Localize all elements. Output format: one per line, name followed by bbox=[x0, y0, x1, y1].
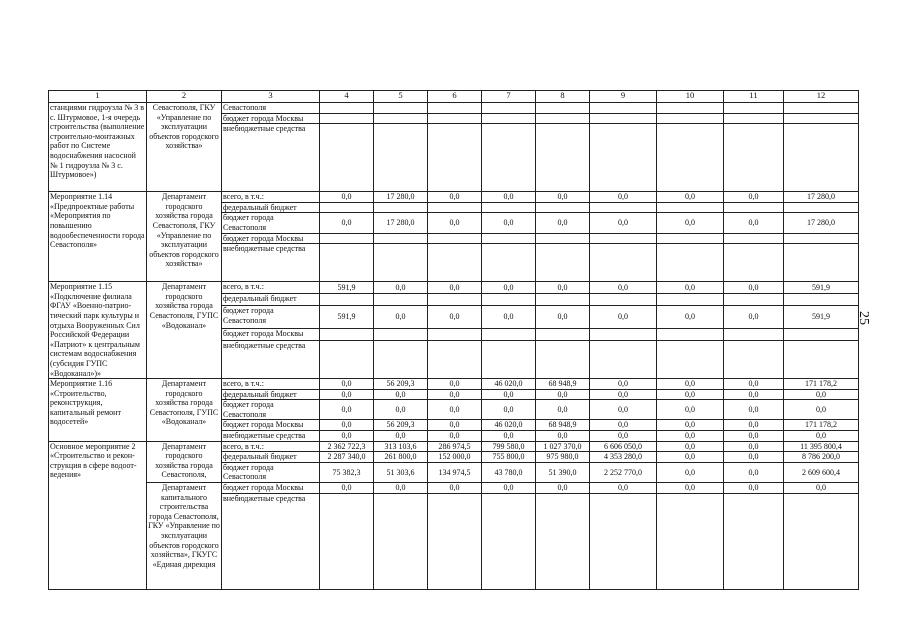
funding-source: внебюджетные средства bbox=[222, 493, 320, 589]
value-cell: 6 606 050,0 bbox=[590, 441, 657, 452]
value-cell: 0,0 bbox=[724, 431, 784, 442]
value-cell: 0,0 bbox=[482, 213, 536, 233]
value-cell: 171 178,2 bbox=[784, 379, 859, 390]
value-cell: 0,0 bbox=[428, 389, 482, 400]
value-cell: 0,0 bbox=[657, 192, 724, 203]
value-cell: 51 390,0 bbox=[536, 462, 590, 482]
value-cell: 0,0 bbox=[320, 400, 374, 420]
value-cell: 0,0 bbox=[590, 400, 657, 420]
value-cell: 56 209,3 bbox=[374, 420, 428, 431]
value-cell: 0,0 bbox=[590, 379, 657, 390]
value-cell: 0,0 bbox=[428, 213, 482, 233]
col-header: 8 bbox=[536, 91, 590, 103]
value-cell: 0,0 bbox=[428, 379, 482, 390]
value-cell: 134 974,5 bbox=[428, 462, 482, 482]
value-cell: 17 280,0 bbox=[374, 192, 428, 203]
budget-table bbox=[48, 90, 859, 590]
value-cell: 0,0 bbox=[536, 213, 590, 233]
funding-source: федеральный бюджет bbox=[222, 452, 320, 463]
value-cell: 0,0 bbox=[536, 483, 590, 494]
funding-source: бюджет города Москвы bbox=[222, 113, 320, 124]
value-cell: 0,0 bbox=[536, 306, 590, 329]
value-cell: 799 580,0 bbox=[482, 441, 536, 452]
funding-source: федеральный бюджет bbox=[222, 202, 320, 213]
value-cell: 0,0 bbox=[724, 400, 784, 420]
value-cell: 68 948,9 bbox=[536, 420, 590, 431]
value-cell: 0,0 bbox=[320, 379, 374, 390]
value-cell: 0,0 bbox=[724, 452, 784, 463]
value-cell: 0,0 bbox=[482, 192, 536, 203]
value-cell: 286 974,5 bbox=[428, 441, 482, 452]
col-header: 3 bbox=[222, 91, 320, 103]
funding-source: бюджет города Севастополя bbox=[222, 462, 320, 482]
value-cell: 0,0 bbox=[657, 389, 724, 400]
value-cell: 313 103,6 bbox=[374, 441, 428, 452]
value-cell: 0,0 bbox=[482, 400, 536, 420]
value-cell: 591,9 bbox=[320, 306, 374, 329]
value-cell: 0,0 bbox=[590, 389, 657, 400]
value-cell: 0,0 bbox=[724, 420, 784, 431]
funding-source: бюджет города Москвы bbox=[222, 483, 320, 494]
funding-source: Севастополя bbox=[222, 103, 320, 114]
value-cell: 0,0 bbox=[590, 420, 657, 431]
value-cell: 11 395 800,4 bbox=[784, 441, 859, 452]
value-cell: 0,0 bbox=[724, 213, 784, 233]
value-cell: 0,0 bbox=[657, 400, 724, 420]
value-cell: 0,0 bbox=[724, 483, 784, 494]
value-cell: 0,0 bbox=[657, 306, 724, 329]
value-cell: 2 362 722,3 bbox=[320, 441, 374, 452]
value-cell: 0,0 bbox=[724, 389, 784, 400]
value-cell: 0,0 bbox=[536, 389, 590, 400]
value-cell: 0,0 bbox=[657, 420, 724, 431]
value-cell: 0,0 bbox=[724, 192, 784, 203]
col-header: 6 bbox=[428, 91, 482, 103]
value-cell: 0,0 bbox=[590, 431, 657, 442]
value-cell: 0,0 bbox=[590, 282, 657, 294]
value-cell: 2 609 600,4 bbox=[784, 462, 859, 482]
table-row bbox=[49, 103, 859, 114]
value-cell: 0,0 bbox=[320, 483, 374, 494]
table-row bbox=[49, 483, 859, 494]
value-cell: 0,0 bbox=[724, 306, 784, 329]
value-cell: 0,0 bbox=[657, 282, 724, 294]
value-cell: 0,0 bbox=[428, 431, 482, 442]
funding-source: бюджет города Москвы bbox=[222, 233, 320, 244]
activity-name: Основное мероприятие 2 «Строительство и рекон-струкция в сфере водоот-ведения» bbox=[49, 441, 147, 589]
col-header: 7 bbox=[482, 91, 536, 103]
value-cell: 0,0 bbox=[657, 379, 724, 390]
col-header: 10 bbox=[657, 91, 724, 103]
value-cell: 46 020,0 bbox=[482, 420, 536, 431]
table-row bbox=[49, 192, 859, 203]
value-cell: 1 027 370,0 bbox=[536, 441, 590, 452]
value-cell: 0,0 bbox=[320, 389, 374, 400]
executor: Департамент городского хозяйства города Севастополя, ГУПС «Водоканал» bbox=[147, 282, 222, 379]
funding-source: федеральный бюджет bbox=[222, 294, 320, 306]
value-cell: 0,0 bbox=[428, 483, 482, 494]
table-row bbox=[49, 441, 859, 452]
activity-name: Мероприятие 1.14 «Предпроектные работы «Мероприятия по повышению водообеспеченности города Севастополя» bbox=[49, 192, 147, 282]
value-cell: 17 280,0 bbox=[784, 213, 859, 233]
value-cell: 0,0 bbox=[784, 431, 859, 442]
value-cell: 0,0 bbox=[320, 192, 374, 203]
col-header: 11 bbox=[724, 91, 784, 103]
funding-source: внебюджетные средства bbox=[222, 431, 320, 442]
value-cell: 0,0 bbox=[590, 483, 657, 494]
funding-source: внебюджетные средства bbox=[222, 124, 320, 192]
value-cell: 0,0 bbox=[590, 213, 657, 233]
value-cell: 0,0 bbox=[374, 483, 428, 494]
value-cell: 0,0 bbox=[657, 431, 724, 442]
value-cell: 0,0 bbox=[590, 306, 657, 329]
table-row bbox=[49, 282, 859, 294]
value-cell: 0,0 bbox=[590, 192, 657, 203]
budget-table-container bbox=[48, 90, 858, 602]
funding-source: бюджет города Москвы bbox=[222, 420, 320, 431]
activity-name: Мероприятие 1.15 «Подключение филиала ФГАУ «Военно-патрио-тический парк культуры и отдыха Вооруженных Сил Российской Федерации «Патриот» к центральным системам водоснабжения (субсидия ГУПС «Водоканал»)» bbox=[49, 282, 147, 379]
value-cell: 0,0 bbox=[320, 420, 374, 431]
col-header: 9 bbox=[590, 91, 657, 103]
col-header: 12 bbox=[784, 91, 859, 103]
value-cell: 0,0 bbox=[428, 306, 482, 329]
page-number: 25 bbox=[856, 311, 871, 325]
value-cell: 0,0 bbox=[536, 431, 590, 442]
col-header: 2 bbox=[147, 91, 222, 103]
value-cell: 0,0 bbox=[724, 379, 784, 390]
value-cell: 0,0 bbox=[320, 431, 374, 442]
value-cell: 261 800,0 bbox=[374, 452, 428, 463]
value-cell: 0,0 bbox=[657, 452, 724, 463]
executor: Севастополя, ГКУ «Управление по эксплуатации объектов городского хозяйства» bbox=[147, 103, 222, 192]
value-cell: 591,9 bbox=[320, 282, 374, 294]
value-cell: 0,0 bbox=[657, 462, 724, 482]
value-cell: 51 303,6 bbox=[374, 462, 428, 482]
funding-source: всего, в т.ч.: bbox=[222, 441, 320, 452]
value-cell: 0,0 bbox=[428, 192, 482, 203]
value-cell: 0,0 bbox=[784, 400, 859, 420]
value-cell: 0,0 bbox=[536, 192, 590, 203]
value-cell: 0,0 bbox=[657, 213, 724, 233]
value-cell: 75 382,3 bbox=[320, 462, 374, 482]
value-cell: 0,0 bbox=[482, 483, 536, 494]
funding-source: внебюджетные средства bbox=[222, 341, 320, 379]
value-cell: 0,0 bbox=[536, 400, 590, 420]
value-cell: 4 353 280,0 bbox=[590, 452, 657, 463]
executor: Департамент городского хозяйства города Севастополя, ГКУ «Управление по эксплуатации объектов городского хозяйства» bbox=[147, 192, 222, 282]
value-cell: 68 948,9 bbox=[536, 379, 590, 390]
value-cell: 0,0 bbox=[724, 462, 784, 482]
value-cell: 17 280,0 bbox=[374, 213, 428, 233]
value-cell: 591,9 bbox=[784, 282, 859, 294]
value-cell: 0,0 bbox=[536, 282, 590, 294]
funding-source: бюджет города Севастополя bbox=[222, 400, 320, 420]
funding-source: всего, в т.ч.: bbox=[222, 282, 320, 294]
funding-source: федеральный бюджет bbox=[222, 389, 320, 400]
value-cell: 0,0 bbox=[374, 389, 428, 400]
value-cell: 56 209,3 bbox=[374, 379, 428, 390]
funding-source: бюджет города Москвы bbox=[222, 329, 320, 341]
value-cell: 171 178,2 bbox=[784, 420, 859, 431]
value-cell: 0,0 bbox=[374, 282, 428, 294]
table-row bbox=[49, 379, 859, 390]
col-header: 5 bbox=[374, 91, 428, 103]
value-cell: 0,0 bbox=[374, 431, 428, 442]
value-cell: 0,0 bbox=[374, 306, 428, 329]
col-header: 4 bbox=[320, 91, 374, 103]
value-cell: 46 020,0 bbox=[482, 379, 536, 390]
value-cell: 17 280,0 bbox=[784, 192, 859, 203]
activity-name: Мероприятие 1.16 «Строительство, реконструкция, капитальный ремонт водосетей» bbox=[49, 379, 147, 442]
value-cell: 0,0 bbox=[482, 306, 536, 329]
value-cell: 0,0 bbox=[428, 420, 482, 431]
value-cell: 2 252 770,0 bbox=[590, 462, 657, 482]
header-row bbox=[49, 91, 859, 103]
funding-source: всего, в т.ч.: bbox=[222, 379, 320, 390]
funding-source: бюджет города Севастополя bbox=[222, 213, 320, 233]
value-cell: 0,0 bbox=[784, 483, 859, 494]
funding-source: внебюджетные средства bbox=[222, 244, 320, 282]
value-cell: 43 780,0 bbox=[482, 462, 536, 482]
value-cell: 0,0 bbox=[428, 400, 482, 420]
value-cell: 0,0 bbox=[724, 282, 784, 294]
value-cell: 8 786 200,0 bbox=[784, 452, 859, 463]
value-cell: 0,0 bbox=[482, 282, 536, 294]
activity-name: станциями гидроузла № 3 в с. Штурмовое, 1-я очередь строительства (выполнение строительно-монтажных работ по Системе водоснабжения насосной № 1 гидроузла № 3 с. Штурмовое») bbox=[49, 103, 147, 192]
executor: Департамент городского хозяйства города Севастополя, bbox=[147, 441, 222, 482]
col-header: 1 bbox=[49, 91, 147, 103]
value-cell: 0,0 bbox=[482, 389, 536, 400]
funding-source: бюджет города Севастополя bbox=[222, 306, 320, 329]
value-cell: 755 800,0 bbox=[482, 452, 536, 463]
value-cell: 0,0 bbox=[482, 431, 536, 442]
executor: Департамент городского хозяйства города Севастополя, ГУПС «Водоканал» bbox=[147, 379, 222, 442]
value-cell: 0,0 bbox=[428, 282, 482, 294]
executor: Департамент капитального строительства города Севастополя, ГКУ «Управление по эксплуатации объектов городского хозяйства», ГКУГС «Единая дирекция bbox=[147, 483, 222, 590]
value-cell: 0,0 bbox=[320, 213, 374, 233]
value-cell: 152 000,0 bbox=[428, 452, 482, 463]
funding-source: всего, в т.ч.: bbox=[222, 192, 320, 203]
value-cell: 0,0 bbox=[657, 483, 724, 494]
value-cell: 2 287 340,0 bbox=[320, 452, 374, 463]
value-cell: 0,0 bbox=[374, 400, 428, 420]
value-cell: 0,0 bbox=[724, 441, 784, 452]
value-cell: 0,0 bbox=[784, 389, 859, 400]
value-cell: 591,9 bbox=[784, 306, 859, 329]
value-cell: 0,0 bbox=[657, 441, 724, 452]
value-cell: 975 980,0 bbox=[536, 452, 590, 463]
